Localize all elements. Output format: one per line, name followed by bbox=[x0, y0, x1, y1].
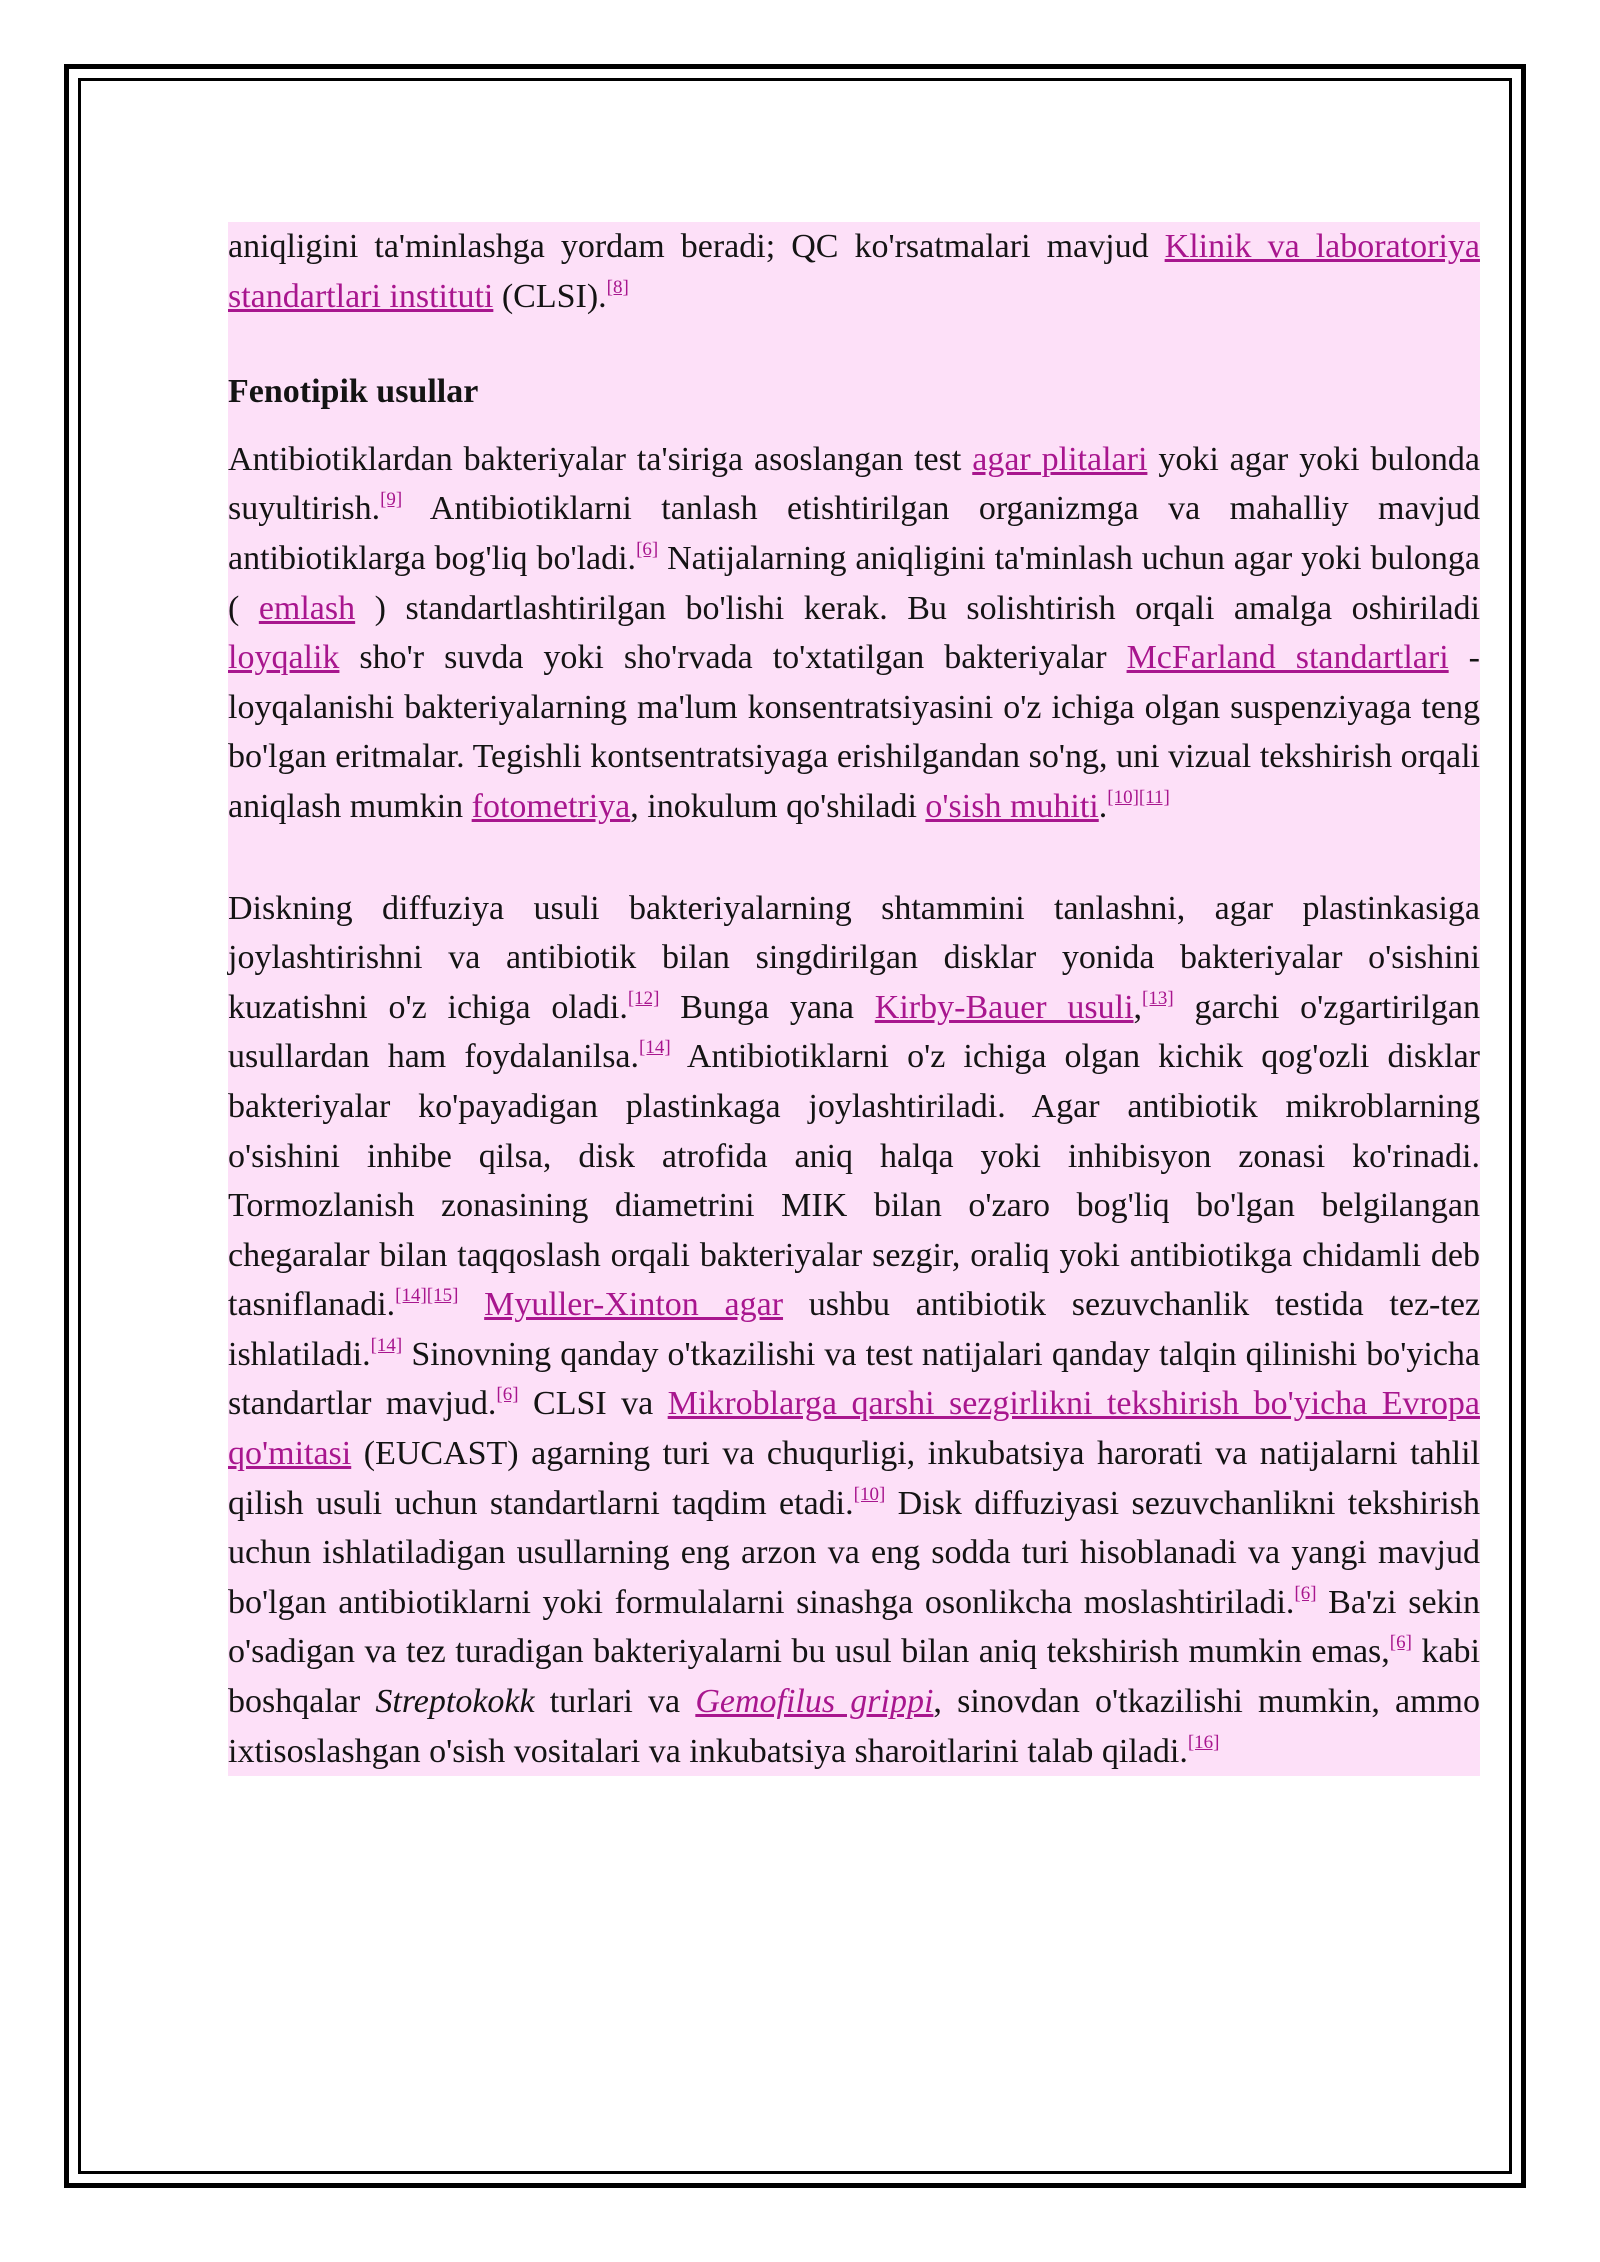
text: , bbox=[1133, 988, 1143, 1026]
text: kabi boshqalar bbox=[228, 1633, 1480, 1721]
ref-12[interactable] bbox=[628, 988, 660, 1009]
ref-link[interactable]: [10] bbox=[853, 1483, 886, 1505]
ref-16[interactable] bbox=[1188, 1732, 1220, 1753]
ref-6[interactable] bbox=[496, 1384, 518, 1405]
ref-15[interactable] bbox=[427, 1285, 459, 1306]
text: yoki agar yoki bulonda suyultirish. bbox=[228, 440, 1480, 528]
text: sho'r suvda yoki sho'rvada to'xtatilgan bakteriyalar bbox=[339, 639, 1127, 677]
paragraph-clsi bbox=[228, 222, 1480, 321]
ref-14[interactable] bbox=[395, 1285, 427, 1306]
ref-13[interactable] bbox=[1142, 988, 1174, 1009]
text: ushbu antibiotik sezuvchanlik testida tez-tez ishlatiladi. bbox=[228, 1286, 1481, 1373]
link-eucast[interactable]: Mikroblarga qarshi sezgirlikni tekshirish bo'yicha Evropa qo'mitasi bbox=[228, 1385, 1480, 1473]
italic-link-text: Gemofilus grippi bbox=[695, 1683, 934, 1721]
link-mueller-hinton[interactable]: Myuller-Xinton agar bbox=[484, 1286, 784, 1324]
ref-link[interactable]: [13] bbox=[1142, 987, 1174, 1009]
link-agar-plates[interactable]: agar plitalari bbox=[972, 440, 1148, 478]
ref-10[interactable] bbox=[1107, 787, 1139, 808]
ref-6[interactable] bbox=[1390, 1632, 1412, 1653]
link-fotometriya[interactable]: fotometriya bbox=[471, 787, 631, 825]
link-kirby-bauer[interactable]: Kirby-Bauer usuli bbox=[874, 988, 1134, 1026]
text: turlari va bbox=[534, 1683, 696, 1721]
text: . bbox=[1098, 787, 1108, 825]
paragraph-disk-diffusion bbox=[228, 884, 1480, 1777]
text: aniqligini ta'minlashga yordam beradi; QC ko'rsatmalari mavjud bbox=[228, 228, 1165, 265]
ref-link[interactable]: [6] bbox=[1294, 1582, 1317, 1604]
link-loyqalik[interactable]: loyqalik bbox=[228, 639, 340, 677]
text: Natijalarning aniqligini ta'minlash uchun agar yoki bulonga ( bbox=[228, 539, 1480, 627]
text: Sinovning qanday o'tkazilishi va test natijalari qanday talqin qilinishi bo'yicha standartlar mavjud. bbox=[228, 1335, 1480, 1423]
ref-link[interactable]: [6] bbox=[496, 1384, 519, 1406]
text: Antibiotiklarni o'z ichiga olgan kichik qog'ozli disklar bakteriyalar ko'payadigan plastinkaga joylashtiriladi. Agar antibiotik mikroblarning o'sishini inhibe qilsa, disk atrofida aniq halqa yoki inhibisyon zonasi ko'rinadi. Tormozlanish zonasining diametrini MIK bilan o'zaro bog'liq bo'lgan belgilangan chegaralar bilan taqqoslash orqali bakteriyalar sezgir, oraliq yoki antibiotikga chidamli deb tasniflanadi. bbox=[228, 1038, 1480, 1324]
ref-link[interactable]: [15] bbox=[426, 1285, 459, 1307]
ref-link[interactable]: [14] bbox=[395, 1285, 427, 1307]
text: Ba'zi sekin o'sadigan va tez turadigan bakteriyalarni bu usul bilan aniq tekshirish mumkin emas, bbox=[228, 1583, 1480, 1671]
ref-6[interactable] bbox=[1294, 1583, 1316, 1604]
section-heading: Fenotipik usullar bbox=[228, 373, 479, 411]
text bbox=[458, 1286, 484, 1323]
ref-link[interactable]: [6] bbox=[636, 538, 659, 560]
ref-link[interactable]: [8] bbox=[606, 276, 629, 298]
text: - loyqalanishi bakteriyalarning ma'lum konsentratsiyasini o'z ichiga olgan suspenziyaga teng bo'lgan eritmalar. Tegishli kontsentratsiyaga erishilgandan so'ng, uni vizual tekshirish orqali aniqlash mumkin bbox=[228, 639, 1480, 825]
text: CLSI va bbox=[518, 1385, 668, 1423]
ref-link[interactable]: [9] bbox=[380, 489, 403, 511]
link-mcfarland[interactable]: McFarland standartlari bbox=[1126, 639, 1449, 677]
text: Antibiotiklarni tanlash etishtirilgan organizmga va mahalliy mavjud antibiotiklarga bog'liq bo'ladi. bbox=[228, 490, 1480, 577]
text: , inokulum qo'shiladi bbox=[630, 787, 926, 825]
link-clsi[interactable]: Klinik va laboratoriya standartlari instituti bbox=[228, 228, 1480, 315]
text: Diskning diffuziya usuli bakteriyalarning shtammini tanlashni, agar plastinkasiga joylashtirishni va antibiotik bilan singdirilgan disklar yonida bakteriyalar o'sishini kuzatishni o'z ichiga oladi. bbox=[228, 889, 1480, 1026]
text: Bunga yana bbox=[659, 988, 875, 1026]
ref-link[interactable]: [10] bbox=[1107, 786, 1139, 808]
ref-link[interactable]: [14] bbox=[370, 1334, 403, 1356]
text: garchi o'zgartirilgan usullardan ham foydalanilsa. bbox=[228, 988, 1481, 1076]
ref-14[interactable] bbox=[639, 1037, 671, 1058]
paragraph-intro bbox=[228, 435, 1480, 832]
paragraph-gap bbox=[228, 832, 1480, 884]
ref-10[interactable] bbox=[854, 1484, 886, 1505]
text: Disk diffuziyasi sezuvchanlikni tekshirish uchun ishlatiladigan usullarning eng arzon va eng sodda turi hisoblanadi va yangi mavjud bo'lgan antibiotiklarni yoki formulalarni sinashga osonlikcha moslashtiriladi. bbox=[228, 1484, 1480, 1621]
text: (EUCAST) agarning turi va chuqurligi, inkubatsiya harorati va natijalarni tahlil qilish usuli uchun standartlarni taqdim etadi. bbox=[228, 1435, 1480, 1522]
ref-link[interactable]: [6] bbox=[1389, 1632, 1412, 1654]
ref-9[interactable] bbox=[380, 489, 402, 510]
ref-11[interactable] bbox=[1139, 787, 1170, 808]
ref-14[interactable] bbox=[371, 1335, 403, 1356]
ref-link[interactable]: [16] bbox=[1187, 1731, 1220, 1753]
document-body bbox=[228, 222, 1480, 1776]
ref-6[interactable] bbox=[636, 539, 658, 560]
ref-8[interactable] bbox=[607, 277, 629, 298]
italic-text: Streptokokk bbox=[375, 1683, 535, 1721]
text: , sinovdan o'tkazilishi mumkin, ammo ixtisoslashgan o'sish vositalari va inkubatsiya sharoitlarini talab qiladi. bbox=[228, 1683, 1480, 1770]
link-osish-muhiti[interactable]: o'sish muhiti bbox=[925, 787, 1099, 825]
link-gemofilus[interactable] bbox=[695, 1683, 933, 1720]
text: ) standartlashtirilgan bo'lishi kerak. Bu solishtirish orqali amalga oshiriladi bbox=[355, 589, 1480, 627]
ref-link[interactable]: [12] bbox=[627, 987, 660, 1009]
ref-link[interactable]: [11] bbox=[1138, 786, 1170, 808]
text: (CLSI). bbox=[493, 277, 607, 315]
link-emlash[interactable]: emlash bbox=[258, 589, 356, 627]
text: Antibiotiklardan bakteriyalar ta'siriga asoslangan test bbox=[228, 440, 973, 478]
ref-link[interactable]: [14] bbox=[639, 1037, 671, 1059]
